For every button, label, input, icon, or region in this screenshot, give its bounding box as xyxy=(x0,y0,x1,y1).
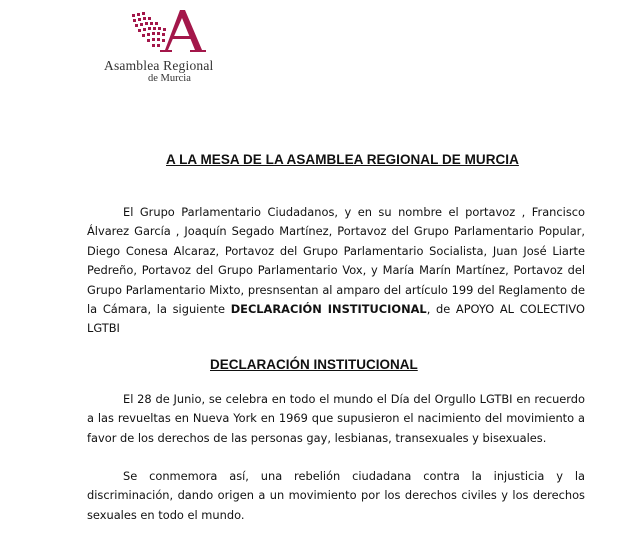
intro-bold-text: DECLARACIÓN INSTITUCIONAL xyxy=(230,302,427,317)
section-heading: DECLARACIÓN INSTITUCIONAL xyxy=(210,357,418,372)
document-heading: A LA MESA DE LA ASAMBLEA REGIONAL DE MURCIA xyxy=(166,152,519,167)
intro-paragraph xyxy=(87,203,585,339)
intro-text-end: , de APOYO AL COLECTIVO LGTBI xyxy=(87,302,585,336)
intro-text: El Grupo Parlamentario Ciudadanos, y en su nombre el portavoz , Francisco Álvarez García , Joaquín Segado Martínez, Portavoz del Grupo Parlamentario Popular, Diego Conesa Alcaraz, Portavoz del Grupo Parlamentario Socialista, Juan José Liarte Pedreño, Portavoz del Grupo Parlamentario Vox, y María Marín Martínez, Portavoz del Grupo Parlamentario Mixto, presnsentan al amparo del artículo 199 del Reglamento de la Cámara, la siguiente xyxy=(87,205,585,317)
body-paragraph-2 xyxy=(87,467,585,525)
asamblea-a-logo-icon xyxy=(130,8,212,56)
body-paragraph-1 xyxy=(87,390,585,448)
paragraph-text: Se conmemora así, una rebelión ciudadana contra la injusticia y la discriminación, dando origen a un movimiento por los derechos civiles y los derechos sexuales en todo el mundo. xyxy=(87,469,585,522)
logo-subtitle: de Murcia xyxy=(148,73,191,84)
logo-title: Asamblea Regional xyxy=(104,58,214,73)
asamblea-logo xyxy=(100,6,240,86)
paragraph-text: El 28 de Junio, se celebra en todo el mundo el Día del Orgullo LGTBI en recuerdo a las revueltas en Nueva York en 1969 que supusieron el nacimiento del movimiento a favor de los derechos de las personas gay, lesbianas, transexuales y bisexuales. xyxy=(87,392,585,445)
